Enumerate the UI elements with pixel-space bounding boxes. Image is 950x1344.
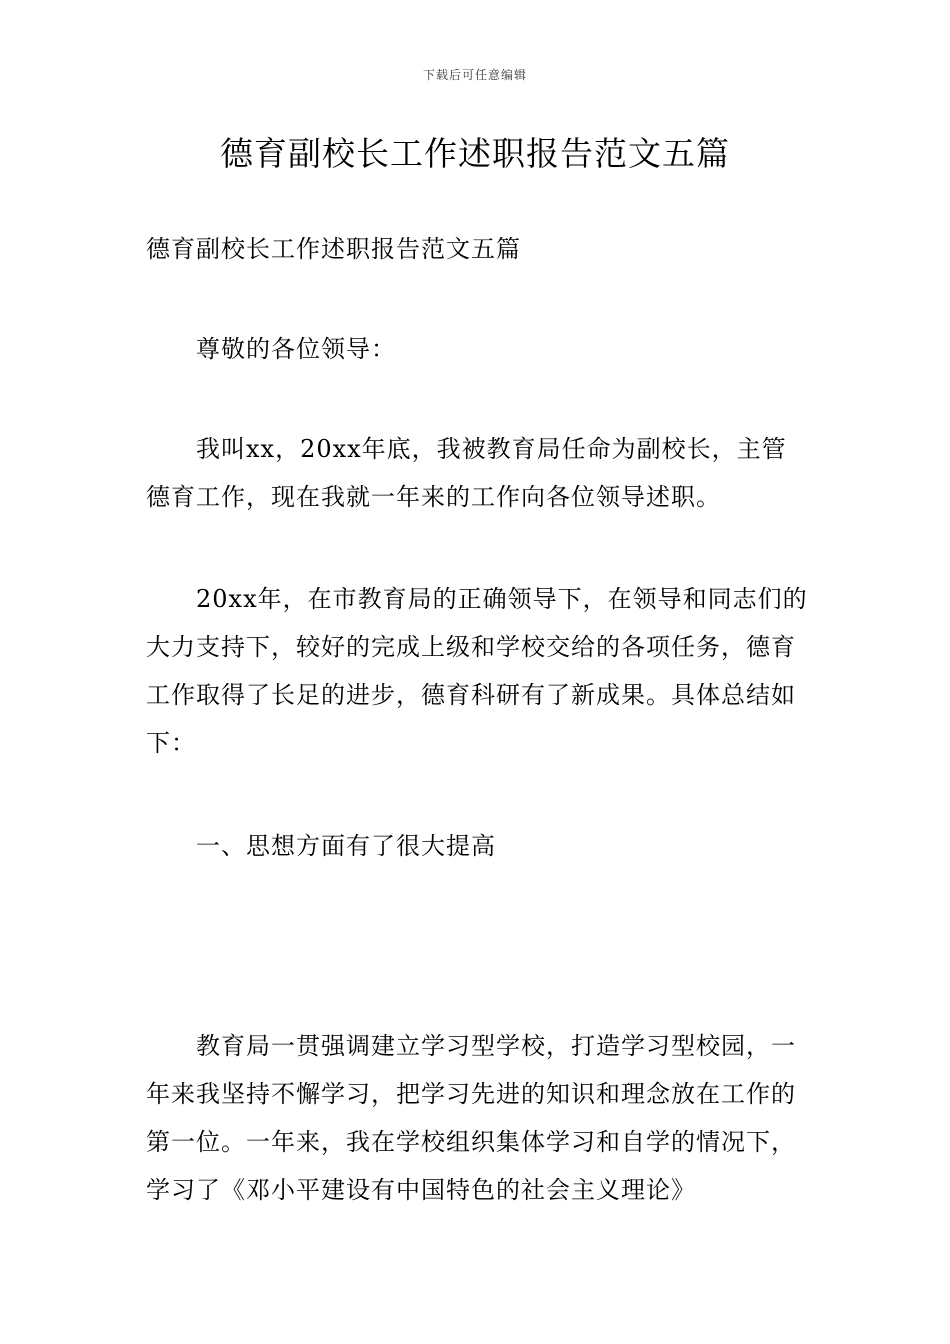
salutation: 尊敬的各位领导： <box>196 335 396 363</box>
section-heading: 一、思想方面有了很大提高 <box>196 832 496 860</box>
paragraph-3: 教育局一贯强调建立学习型学校，打造学习型校园，一年来我坚持不懈学习，把学习先进的知识和理念放在工作的第一位。一年来，我在学校组织集体学习和自学的情况下，学习了《邓小平建设有中国特色的社会主义理论》 <box>146 1032 796 1204</box>
document-subtitle: 德育副校长工作述职报告范文五篇 <box>146 235 521 263</box>
paragraph-1: 我叫xx，20xx年底，我被教育局任命为副校长，主管德育工作，现在我就一年来的工作向各位领导述职。 <box>146 435 787 511</box>
document-title: 德育副校长工作述职报告范文五篇 <box>220 134 730 173</box>
paragraph-2: 20xx年，在市教育局的正确领导下，在领导和同志们的大力支持下，较好的完成上级和学校交给的各项任务，德育工作取得了长足的进步，德育科研有了新成果。具体总结如下： <box>146 585 808 757</box>
header-note: 下载后可任意编辑 <box>422 68 527 82</box>
